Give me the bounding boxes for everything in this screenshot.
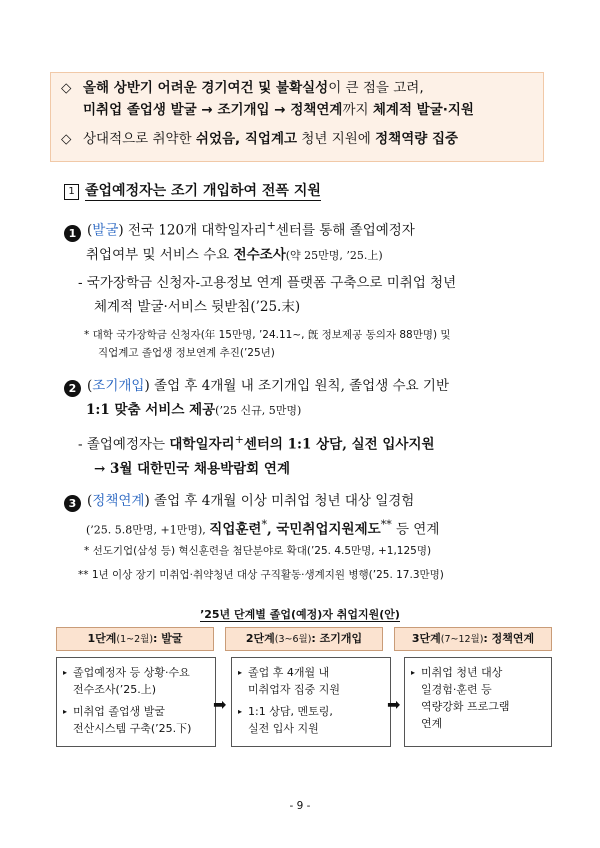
summary-row-1: ◇ 올해 상반기 어려운 경기여건 및 불확실성이 큰 점을 고려, <box>61 77 543 99</box>
bullet-icon: ▸ <box>63 668 68 677</box>
section-title: 졸업예정자는 조기 개입하여 전폭 지원 <box>85 183 321 199</box>
number-1-icon: 1 <box>64 225 81 242</box>
diamond-icon: ◇ <box>61 131 72 147</box>
page-number: - 9 - <box>289 800 311 812</box>
item-policy-link-notes: * 선도기업(삼성 등) 혁신훈련을 첨단분야로 확대(’25. 4.5만명, +1,125명) <box>84 545 432 557</box>
stage-1-header: 1단계(1~2월): 발굴 <box>56 627 214 651</box>
bullet-icon: ▸ <box>411 668 416 677</box>
item-early-intervention-detail: - 졸업예정자는 대학일자리+센터의 1:1 상담, 실전 입사지원 → 3월 대한민국 채용박람회 연계 <box>78 433 435 477</box>
stage-3-box: ▸ 미취업 청년 대상 일경험·훈련 등 역량강화 프로그램 연계 <box>404 657 552 747</box>
number-2-icon: 2 <box>64 380 81 397</box>
arrow-right-icon: ➡ <box>387 695 401 714</box>
item-discovery: 1 (발굴) 전국 120개 대학일자리+센터를 통해 졸업예정자 취업여부 및 서비스 수요 전수조사(약 25만명, ’25.上) <box>64 214 415 268</box>
item-discovery-note: * 대학 국가장학금 신청자(年 15만명, ’24.11~, 旣 정보제공 동의자 88만명) 및 직업계고 졸업생 정보연계 추진(’25년) <box>84 329 451 359</box>
stage-2-box: ▸ 졸업 후 4개월 내 미취업자 집중 지원 ▸ 1:1 상담, 멘토링, 실전 입사 지원 <box>231 657 391 747</box>
summary-row-2: 미취업 졸업생 발굴 → 조기개입 → 정책연계까지 체계적 발굴·지원 <box>83 102 474 118</box>
bullet-icon: ▸ <box>238 668 243 677</box>
timeline-title: ’25년 단계별 졸업(예정)자 취업지원(안) <box>200 608 400 621</box>
item-early-intervention: 2 (조기개입) 졸업 후 4개월 내 조기개입 원칙, 졸업생 수요 기반 1:1 맞춤 서비스 제공(’25 신규, 5만명) <box>64 374 449 423</box>
section-number: 1 <box>64 184 79 200</box>
item-discovery-detail: - 국가장학금 신청자-고용정보 연계 플랫폼 구축으로 미취업 청년 체계적 발굴·서비스 뒷받침(’25.末) <box>78 275 457 315</box>
item-policy-link-notes-2: ** 1년 이상 장기 미취업·취약청년 대상 구직활동·생계지원 병행(’25. 17.3만명) <box>78 569 444 581</box>
bullet-icon: ▸ <box>238 707 243 716</box>
section-heading <box>64 180 321 200</box>
stage-3-header: 3단계(7~12월): 정책연계 <box>394 627 552 651</box>
bullet-icon: ▸ <box>63 707 68 716</box>
arrow-right-icon: ➡ <box>213 695 227 714</box>
number-3-icon: 3 <box>64 495 81 512</box>
diamond-icon: ◇ <box>61 80 72 96</box>
item-policy-link: 3 (정책연계) 졸업 후 4개월 이상 미취업 청년 대상 일경험 (’25. 5.8만명, +1만명), 직업훈련*, 국민취업지원제도** 등 연계 <box>64 489 439 543</box>
stage-2-header: 2단계(3~6월): 조기개입 <box>225 627 383 651</box>
summary-row-3: ◇ 상대적으로 취약한 쉬었음, 직업계고 청년 지원에 정책역량 집중 <box>61 128 543 150</box>
stage-1-box: ▸ 졸업예정자 등 상황·수요 전수조사(’25.上) ▸ 미취업 졸업생 발굴 전산시스템 구축(’25.下) <box>56 657 216 747</box>
summary-box <box>50 72 544 162</box>
